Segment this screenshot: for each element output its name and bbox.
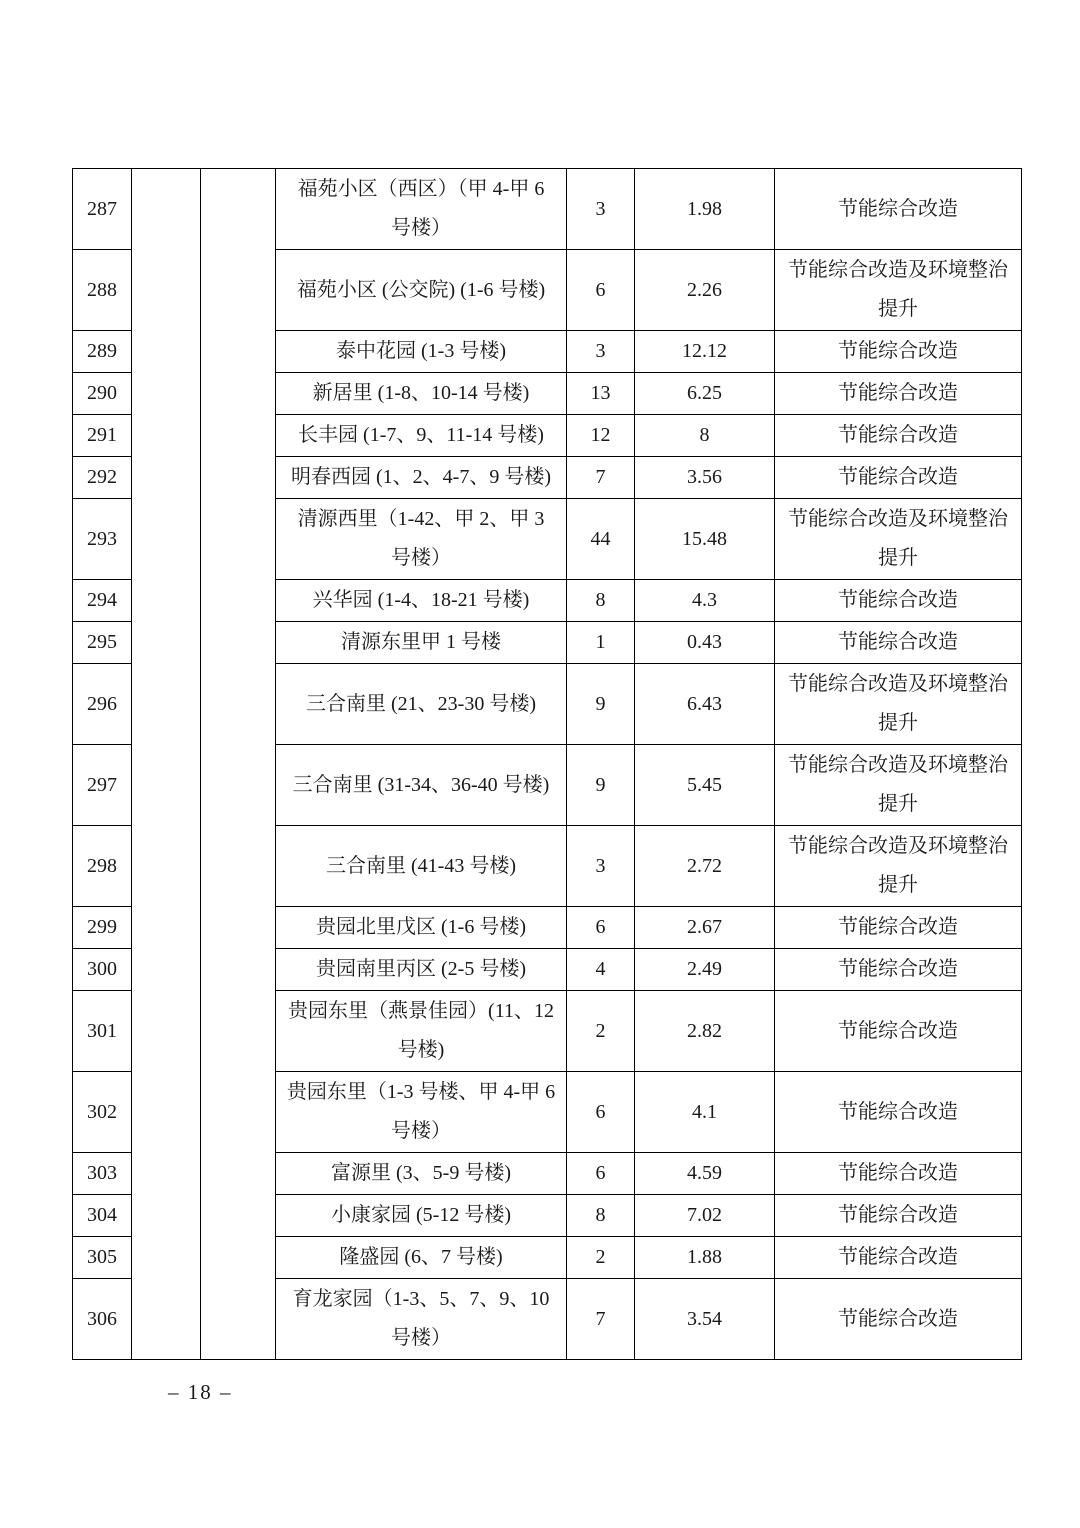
row-number-cell: 293: [73, 499, 132, 580]
building-count-cell: 2: [567, 991, 635, 1072]
area-value-cell: 8: [635, 415, 775, 457]
building-count-cell: 7: [567, 1279, 635, 1360]
row-number-cell: 301: [73, 991, 132, 1072]
community-name-cell: 三合南里 (41-43 号楼): [276, 826, 567, 907]
building-count-cell: 9: [567, 745, 635, 826]
building-count-cell: 6: [567, 1153, 635, 1195]
building-count-cell: 9: [567, 664, 635, 745]
building-count-cell: 8: [567, 580, 635, 622]
building-count-cell: 12: [567, 415, 635, 457]
area-value-cell: 6.43: [635, 664, 775, 745]
renovation-type-cell: 节能综合改造: [775, 580, 1022, 622]
row-number-cell: 294: [73, 580, 132, 622]
renovation-type-cell: 节能综合改造: [775, 622, 1022, 664]
renovation-type-cell: 节能综合改造: [775, 415, 1022, 457]
empty-merged-column-2: [201, 169, 276, 1360]
community-name-cell: 贵园东里（燕景佳园）(11、12 号楼): [276, 991, 567, 1072]
area-value-cell: 1.88: [635, 1237, 775, 1279]
area-value-cell: 2.49: [635, 949, 775, 991]
area-value-cell: 12.12: [635, 331, 775, 373]
community-name-cell: 泰中花园 (1-3 号楼): [276, 331, 567, 373]
community-name-cell: 福苑小区（西区）（甲 4-甲 6 号楼）: [276, 169, 567, 250]
renovation-type-cell: 节能综合改造及环境整治提升: [775, 664, 1022, 745]
area-value-cell: 2.72: [635, 826, 775, 907]
area-value-cell: 4.1: [635, 1072, 775, 1153]
row-number-cell: 295: [73, 622, 132, 664]
row-number-cell: 292: [73, 457, 132, 499]
building-count-cell: 4: [567, 949, 635, 991]
renovation-type-cell: 节能综合改造: [775, 1237, 1022, 1279]
community-name-cell: 隆盛园 (6、7 号楼): [276, 1237, 567, 1279]
row-number-cell: 291: [73, 415, 132, 457]
building-count-cell: 13: [567, 373, 635, 415]
row-number-cell: 303: [73, 1153, 132, 1195]
row-number-cell: 305: [73, 1237, 132, 1279]
building-count-cell: 6: [567, 1072, 635, 1153]
renovation-type-cell: 节能综合改造及环境整治提升: [775, 745, 1022, 826]
area-value-cell: 4.59: [635, 1153, 775, 1195]
row-number-cell: 306: [73, 1279, 132, 1360]
building-count-cell: 6: [567, 907, 635, 949]
renovation-table: [72, 168, 1022, 1360]
community-name-cell: 明春西园 (1、2、4-7、9 号楼): [276, 457, 567, 499]
community-name-cell: 福苑小区 (公交院) (1-6 号楼): [276, 250, 567, 331]
community-name-cell: 新居里 (1-8、10-14 号楼): [276, 373, 567, 415]
building-count-cell: 3: [567, 331, 635, 373]
community-name-cell: 兴华园 (1-4、18-21 号楼): [276, 580, 567, 622]
renovation-type-cell: 节能综合改造: [775, 1195, 1022, 1237]
row-number-cell: 289: [73, 331, 132, 373]
community-name-cell: 育龙家园（1-3、5、7、9、10 号楼）: [276, 1279, 567, 1360]
renovation-type-cell: 节能综合改造: [775, 991, 1022, 1072]
renovation-type-cell: 节能综合改造及环境整治提升: [775, 499, 1022, 580]
community-name-cell: 贵园北里戊区 (1-6 号楼): [276, 907, 567, 949]
renovation-type-cell: 节能综合改造及环境整治提升: [775, 250, 1022, 331]
row-number-cell: 290: [73, 373, 132, 415]
renovation-type-cell: 节能综合改造: [775, 949, 1022, 991]
community-name-cell: 长丰园 (1-7、9、11-14 号楼): [276, 415, 567, 457]
table-row: [73, 169, 1022, 250]
community-name-cell: 清源东里甲 1 号楼: [276, 622, 567, 664]
community-name-cell: 三合南里 (21、23-30 号楼): [276, 664, 567, 745]
building-count-cell: 3: [567, 169, 635, 250]
row-number-cell: 302: [73, 1072, 132, 1153]
community-name-cell: 富源里 (3、5-9 号楼): [276, 1153, 567, 1195]
area-value-cell: 0.43: [635, 622, 775, 664]
renovation-type-cell: 节能综合改造: [775, 169, 1022, 250]
area-value-cell: 15.48: [635, 499, 775, 580]
community-name-cell: 贵园东里（1-3 号楼、甲 4-甲 6 号楼）: [276, 1072, 567, 1153]
renovation-type-cell: 节能综合改造: [775, 331, 1022, 373]
community-name-cell: 贵园南里丙区 (2-5 号楼): [276, 949, 567, 991]
renovation-type-cell: 节能综合改造: [775, 1072, 1022, 1153]
row-number-cell: 296: [73, 664, 132, 745]
area-value-cell: 2.67: [635, 907, 775, 949]
area-value-cell: 3.54: [635, 1279, 775, 1360]
area-value-cell: 1.98: [635, 169, 775, 250]
building-count-cell: 1: [567, 622, 635, 664]
page-number: – 18 –: [168, 1380, 233, 1404]
row-number-cell: 288: [73, 250, 132, 331]
row-number-cell: 297: [73, 745, 132, 826]
area-value-cell: 3.56: [635, 457, 775, 499]
renovation-type-cell: 节能综合改造: [775, 1153, 1022, 1195]
community-name-cell: 小康家园 (5-12 号楼): [276, 1195, 567, 1237]
table-body: [73, 169, 1022, 1360]
building-count-cell: 6: [567, 250, 635, 331]
area-value-cell: 6.25: [635, 373, 775, 415]
area-value-cell: 2.82: [635, 991, 775, 1072]
renovation-type-cell: 节能综合改造: [775, 457, 1022, 499]
area-value-cell: 2.26: [635, 250, 775, 331]
renovation-type-cell: 节能综合改造: [775, 1279, 1022, 1360]
building-count-cell: 2: [567, 1237, 635, 1279]
building-count-cell: 7: [567, 457, 635, 499]
renovation-type-cell: 节能综合改造及环境整治提升: [775, 826, 1022, 907]
renovation-type-cell: 节能综合改造: [775, 373, 1022, 415]
building-count-cell: 3: [567, 826, 635, 907]
building-count-cell: 44: [567, 499, 635, 580]
building-count-cell: 8: [567, 1195, 635, 1237]
community-name-cell: 清源西里（1-42、甲 2、甲 3 号楼）: [276, 499, 567, 580]
row-number-cell: 287: [73, 169, 132, 250]
community-name-cell: 三合南里 (31-34、36-40 号楼): [276, 745, 567, 826]
row-number-cell: 298: [73, 826, 132, 907]
renovation-type-cell: 节能综合改造: [775, 907, 1022, 949]
row-number-cell: 304: [73, 1195, 132, 1237]
row-number-cell: 300: [73, 949, 132, 991]
area-value-cell: 4.3: [635, 580, 775, 622]
area-value-cell: 7.02: [635, 1195, 775, 1237]
area-value-cell: 5.45: [635, 745, 775, 826]
empty-merged-column-1: [132, 169, 201, 1360]
row-number-cell: 299: [73, 907, 132, 949]
